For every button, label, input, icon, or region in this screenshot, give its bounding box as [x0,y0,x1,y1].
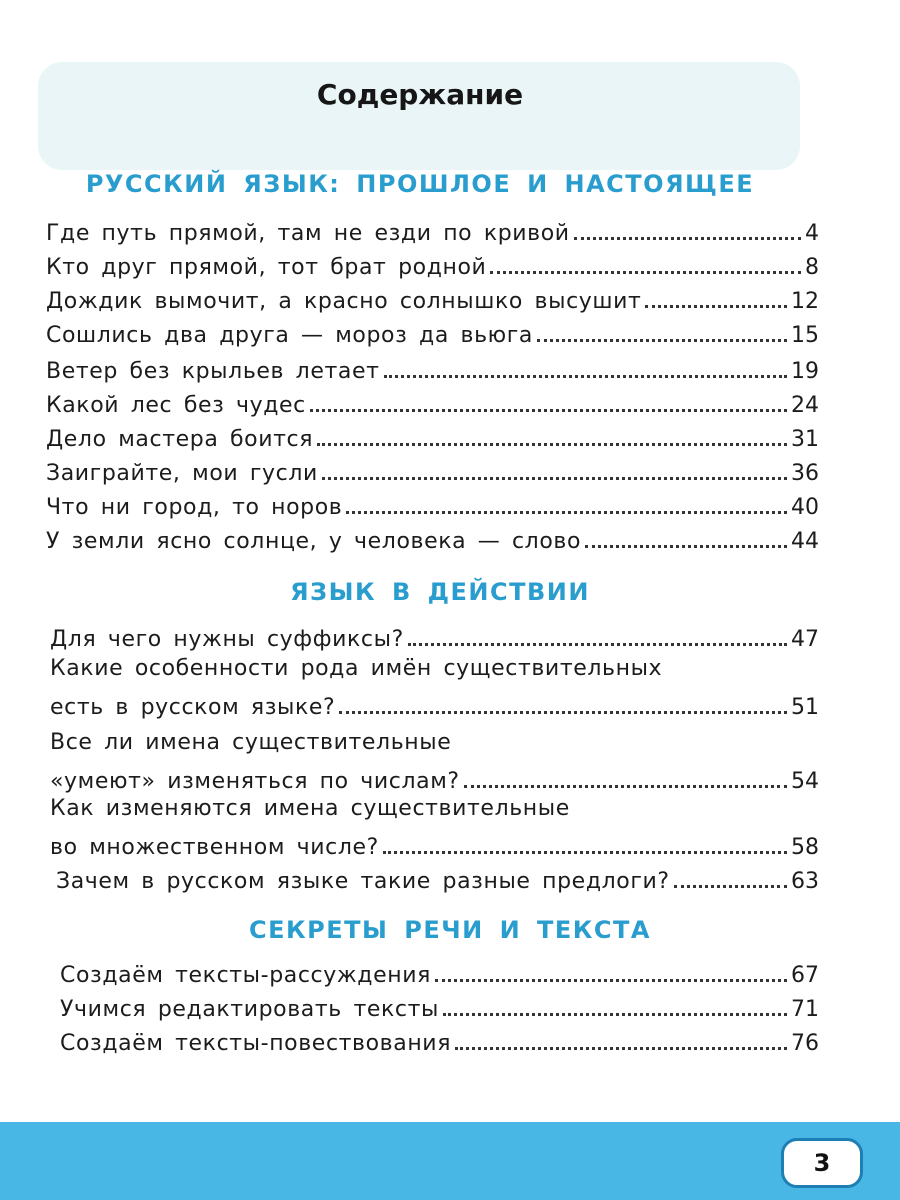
toc-entry[interactable] [60,954,819,988]
toc-entry[interactable] [46,384,819,418]
toc-entry[interactable] [56,860,819,894]
dot-leader [346,511,787,514]
toc-entry-text: Где путь прямой, там не езди по кривой [46,221,570,246]
toc-entry-text: Учимся редактировать тексты [60,997,439,1022]
toc-entry[interactable] [46,212,819,246]
bottom-band [0,1122,900,1200]
toc-entry[interactable] [50,686,819,720]
toc-entry-text: «умеют» изменяться по числам? [50,769,460,794]
section-title-1: РУССКИЙ ЯЗЫК: ПРОШЛОЕ И НАСТОЯЩЕЕ [85,170,755,198]
toc-entry[interactable] [50,618,819,652]
page-title: Содержание [316,78,524,111]
toc-entry-text-line1: Какие особенности рода имён существительных [50,656,663,681]
toc-entry-text: Создаём тексты-повествования [60,1031,452,1056]
toc-entry-page: 15 [791,323,819,348]
toc-entry-page: 40 [791,495,819,520]
toc-entry-text: У земли ясно солнце, у человека — слово [46,529,582,554]
dot-leader [537,339,787,342]
toc-entry-page: 12 [791,289,819,314]
dot-leader [408,643,787,646]
toc-entry-page: 19 [791,359,819,384]
toc-entry[interactable] [46,314,819,348]
toc-entry-text-line1: Все ли имена существительные [50,730,452,755]
dot-leader [443,1013,787,1016]
toc-entry-page: 4 [805,221,819,246]
toc-entry-text: есть в русском языке? [50,695,336,720]
toc-entry[interactable] [46,452,819,486]
section-title-3: СЕКРЕТЫ РЕЧИ И ТЕКСТА [249,916,651,944]
dot-leader [384,375,787,378]
toc-entry[interactable] [46,280,819,314]
toc-entry-page: 76 [791,1031,819,1056]
toc-entry-page: 31 [791,427,819,452]
toc-entry-page: 8 [805,255,819,280]
dot-leader [585,545,787,548]
toc-entry-page: 63 [791,869,819,894]
dot-leader [464,785,787,788]
toc-entry[interactable] [46,246,819,280]
dot-leader [490,271,801,274]
toc-entry-text: Ветер без крыльев летает [46,359,380,384]
toc-entry[interactable] [60,1022,819,1056]
dot-leader [574,237,801,240]
dot-leader [674,885,787,888]
toc-entry-text: Какой лес без чудес [46,393,306,418]
toc-entry[interactable] [46,486,819,520]
toc-entry-text: Что ни город, то норов [46,495,343,520]
dot-leader [645,305,787,308]
section-title-2: ЯЗЫК В ДЕЙСТВИИ [290,578,590,606]
dot-leader [435,979,787,982]
toc-entry-page: 58 [791,835,819,860]
toc-entry-page: 54 [791,769,819,794]
toc-entry-text: Сошлись два друга — мороз да вьюга [46,323,533,348]
toc-entry-text: Для чего нужны суффиксы? [50,627,404,652]
dot-leader [317,443,787,446]
toc-entry-page: 36 [791,461,819,486]
dot-leader [322,477,787,480]
toc-entry[interactable] [60,988,819,1022]
toc-entry-text: Заиграйте, мои гусли [46,461,318,486]
toc-entry-page: 71 [791,997,819,1022]
toc-entry-text: во множественном числе? [50,835,379,860]
toc-entry-text: Создаём тексты-рассуждения [60,963,431,988]
dot-leader [455,1047,787,1050]
dot-leader [339,711,787,714]
toc-entry-text: Дождик вымочит, а красно солнышко высушит [46,289,642,314]
page-number-badge: 3 [781,1138,863,1188]
toc-entry[interactable] [46,350,819,384]
toc-entry-text: Дело мастера боится [46,427,314,452]
toc-entry[interactable] [50,826,819,860]
toc-entry-page: 67 [791,963,819,988]
toc-entry-page: 24 [791,393,819,418]
toc-entry-page: 51 [791,695,819,720]
dot-leader [310,409,787,412]
toc-entry[interactable] [46,520,819,554]
toc-entry-page: 47 [791,627,819,652]
toc-entry-page: 44 [791,529,819,554]
dot-leader [383,851,787,854]
toc-entry-text: Кто друг прямой, тот брат родной [46,255,487,280]
toc-entry-text-line1: Как изменяются имена существительные [50,796,570,821]
toc-entry[interactable] [50,760,819,794]
toc-entry-text: Зачем в русском языке такие разные предлоги? [56,869,670,894]
toc-entry[interactable] [46,418,819,452]
